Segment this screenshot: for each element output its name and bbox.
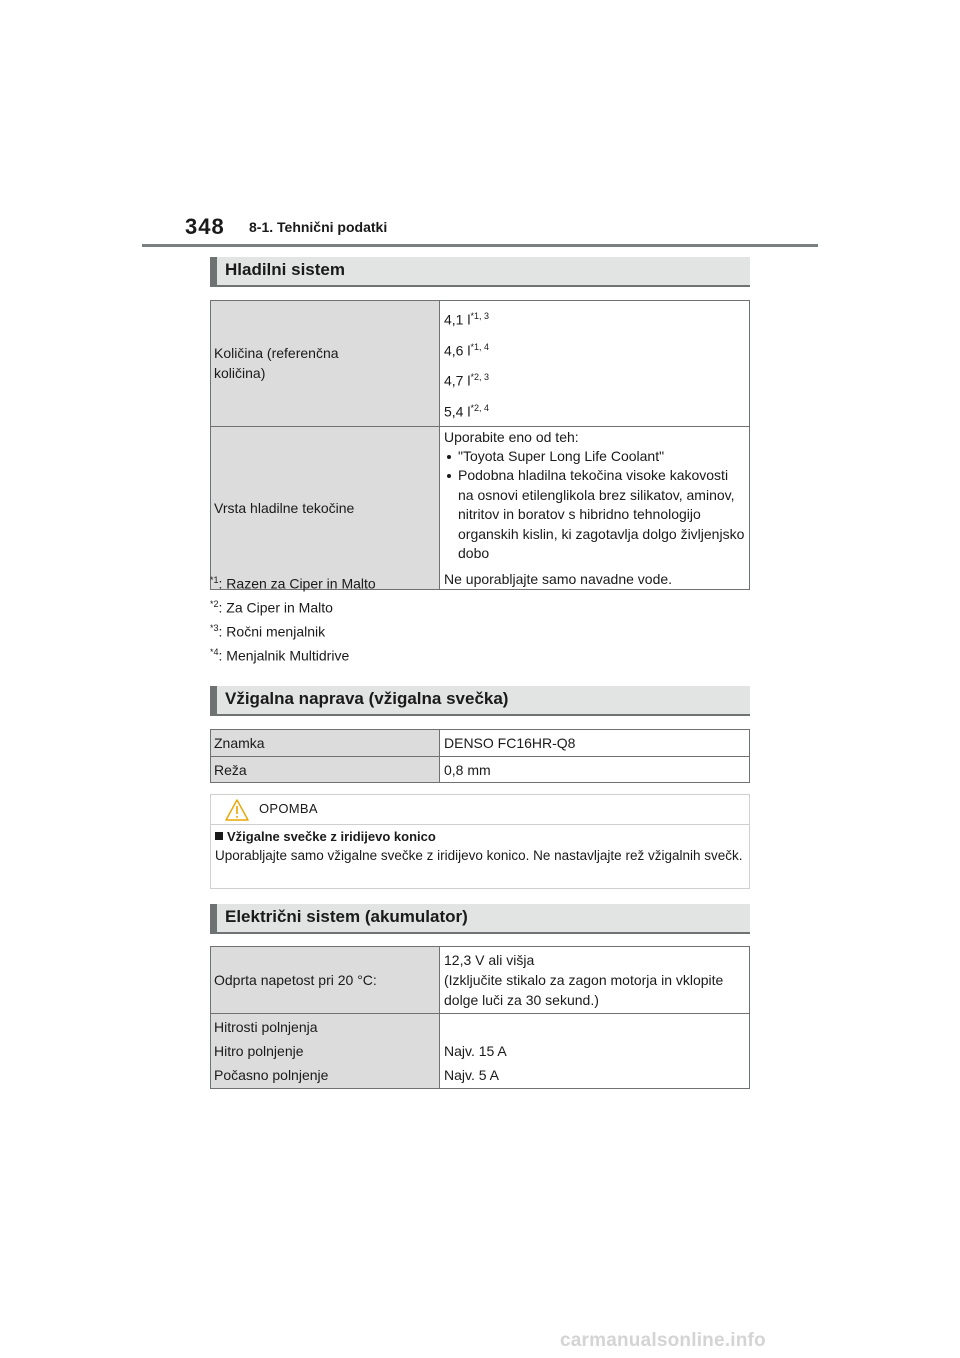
charge-values bbox=[440, 1014, 750, 1089]
coolant-values bbox=[440, 426, 750, 589]
brand-label: Znamka bbox=[211, 730, 440, 757]
table-row bbox=[211, 947, 750, 1014]
coolant-label: Vrsta hladilne tekočine bbox=[211, 426, 440, 589]
brand-value: DENSO FC16HR-Q8 bbox=[440, 730, 750, 757]
electrical-spec-table bbox=[210, 946, 750, 1089]
charge-labels bbox=[211, 1014, 440, 1089]
coolant-intro: Uporabite eno od teh: bbox=[444, 428, 579, 445]
voltage-label: Odprta napetost pri 20 °C: bbox=[211, 947, 440, 1014]
watermark: carmanualsonline.info bbox=[560, 1330, 766, 1351]
coolant-warning: Ne uporabljajte samo navadne vode. bbox=[444, 570, 673, 587]
notice-text: Uporabljajte samo vžigalne svečke z iridijevo konico. Ne nastavljajte rež vžigalnih svečk. bbox=[215, 848, 743, 863]
footnote: $^{*4}$: Menjalnik Multidrive bbox=[210, 647, 350, 664]
header-divider bbox=[142, 244, 818, 247]
notice-title: Vžigalne svečke z iridijevo konico bbox=[215, 829, 436, 844]
charge-rate-label: Počasno polnjenje bbox=[214, 1067, 329, 1083]
charge-header: Hitrosti polnjenja bbox=[214, 1019, 318, 1035]
gap-value: 0,8 mm bbox=[440, 757, 750, 783]
footnote: $^{*1}$: Razen za Ciper in Malto bbox=[210, 575, 376, 592]
table-row bbox=[211, 757, 750, 783]
list-item: Podobna hladilna tekočina visoke kakovosti na osnovi etilenglikola brez silikatov, aminov, nitritov in boratov s hibridno tehnologijo organskih kislin, ki zagotavlja dolgo življenjsko dobo bbox=[444, 466, 746, 564]
capacity-values bbox=[440, 301, 750, 427]
page-number: 348 bbox=[185, 214, 225, 239]
square-bullet-icon bbox=[215, 832, 223, 840]
warning-triangle-icon bbox=[224, 798, 250, 822]
voltage-value: 12,3 V ali višja (Izključite stikalo za zagon motorja in vklopite dolge luči za 30 sekund.) bbox=[440, 947, 750, 1014]
table-row bbox=[211, 426, 750, 589]
cooling-section-title: Hladilni sistem bbox=[210, 257, 750, 287]
ignition-spec-table bbox=[210, 729, 750, 783]
notice-header bbox=[211, 795, 749, 825]
capacity-value: 5,4 $l^{*2, 4}$ bbox=[444, 402, 489, 420]
section-breadcrumb: 8-1. Tehnični podatki bbox=[249, 219, 388, 235]
table-row bbox=[211, 301, 750, 427]
gap-label: Reža bbox=[211, 757, 440, 783]
charge-rate-value: Najv. 15 A bbox=[444, 1043, 507, 1059]
page-header bbox=[185, 214, 825, 244]
table-row bbox=[211, 730, 750, 757]
capacity-value: 4,7 $l^{*2, 3}$ bbox=[444, 372, 489, 389]
footnotes bbox=[210, 570, 376, 666]
footnote: $^{*3}$: Ročni menjalnik bbox=[210, 623, 326, 640]
electrical-section-title: Električni sistem (akumulator) bbox=[210, 904, 750, 934]
charge-rate-value: Najv. 5 A bbox=[444, 1067, 499, 1083]
capacity-label: Količina (referenčna količina) bbox=[211, 301, 440, 427]
capacity-value: 4,6 $l^{*1, 4}$ bbox=[444, 341, 489, 359]
ignition-section-title: Vžigalna naprava (vžigalna svečka) bbox=[210, 686, 750, 716]
charge-rate-label: Hitro polnjenje bbox=[214, 1043, 304, 1059]
notice-label: OPOMBA bbox=[259, 801, 318, 816]
list-item: "Toyota Super Long Life Coolant" bbox=[444, 447, 746, 467]
notice-box bbox=[210, 794, 750, 889]
table-row bbox=[211, 1014, 750, 1089]
footnote: $^{*2}$: Za Ciper in Malto bbox=[210, 599, 333, 616]
cooling-spec-table bbox=[210, 300, 750, 590]
capacity-value: 4,1 $l^{*1, 3}$ bbox=[444, 311, 489, 328]
